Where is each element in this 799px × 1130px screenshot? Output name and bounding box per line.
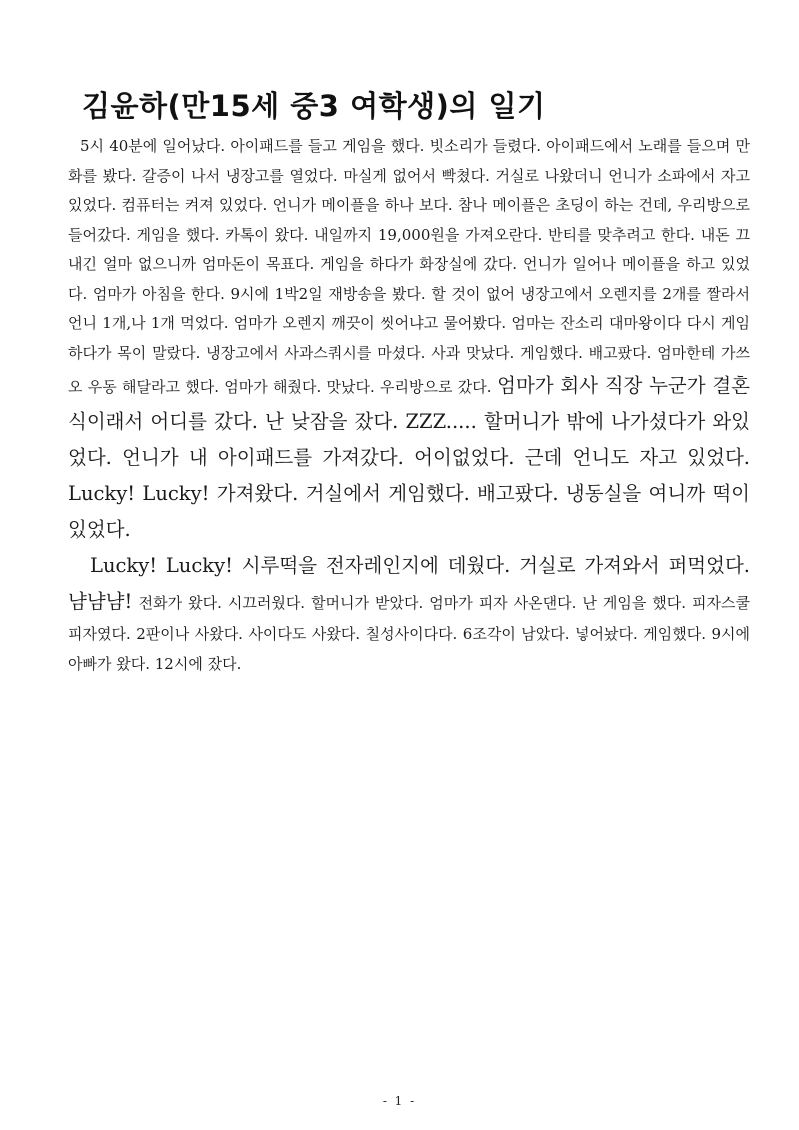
diary-paragraph-2 <box>68 548 750 679</box>
paragraph-2-large-text: Lucky! Lucky! 시루떡을 전자레인지에 데웠다. 거실로 가져와서 퍼먹었다. 냠냠냠! <box>68 554 750 613</box>
paragraph-1-small-text: 5시 40분에 일어났다. 아이패드를 들고 게임을 했다. 빗소리가 들렸다. 아이패드에서 노래를 들으며 만화를 봤다. 갈증이 나서 냉장고를 열었다. 마실게 없어서 빡쳤다. 거실로 나왔더니 언니가 소파에서 자고 있었다. 컴퓨터는 켜져 있었다. 언니가 메이플을 하나 보다. 참나 메이플은 초딩이 하는 건데, 우리방으로 들어갔다. 게임을 했다. 카톡이 왔다. 내일까지 19,000원을 가져오란다. 반티를 맞추려고 한다. 내돈 끄내긴 얼마 없으니까 엄마돈이 목표다. 게임을 하다가 화장실에 갔다. 언니가 일어나 메이플을 하고 있었다. 엄마가 아침을 한다. 9시에 1박2일 재방송을 봤다. 할 것이 없어 냉장고에서 오렌지를 2개를 짤라서 언니 1개,나 1개 먹었다. 엄마가 오렌지 깨끗이 씻어냐고 물어봤다. 엄마는 잔소리 대마왕이다 다시 게임하다가 목이 말랐다. 냉장고에서 사과스쿼시를 마셨다. 사과 맛났다. 게임했다. 배고팠다. 엄마한테 가쓰오 우동 해달라고 했다. 엄마가 해줬다. 맛났다. 우리방으로 갔다. <box>68 137 750 396</box>
diary-paragraph-1 <box>68 132 750 548</box>
diary-body <box>68 132 750 679</box>
paragraph-1-large-text: 엄마가 회사 직장 누군가 결혼식이래서 어디를 갔다. 난 낮잠을 잤다. ZZZ..... 할머니가 밖에 나가셨다가 와있었다. 언니가 내 아이패드를 가져갔다. 어이없었다. 근데 언니도 자고 있었다. Lucky! Lucky! 가져왔다. 거실에서 게임했다. 배고팠다. 냉동실을 여니까 떡이 있었다. <box>68 374 750 541</box>
paragraph-2-small-text: 전화가 왔다. 시끄러웠다. 할머니가 받았다. 엄마가 피자 사온댄다. 난 게임을 했다. 피자스쿨 피자였다. 2판이나 사왔다. 사이다도 사왔다. 칠성사이다다. 6조각이 남았다. 넣어놨다. 게임했다. 9시에 아빠가 왔다. 12시에 잤다. <box>68 594 750 673</box>
page-number: - 1 - <box>382 1094 417 1108</box>
diary-title: 김윤하(만15세 중3 여학생)의 일기 <box>82 89 546 123</box>
